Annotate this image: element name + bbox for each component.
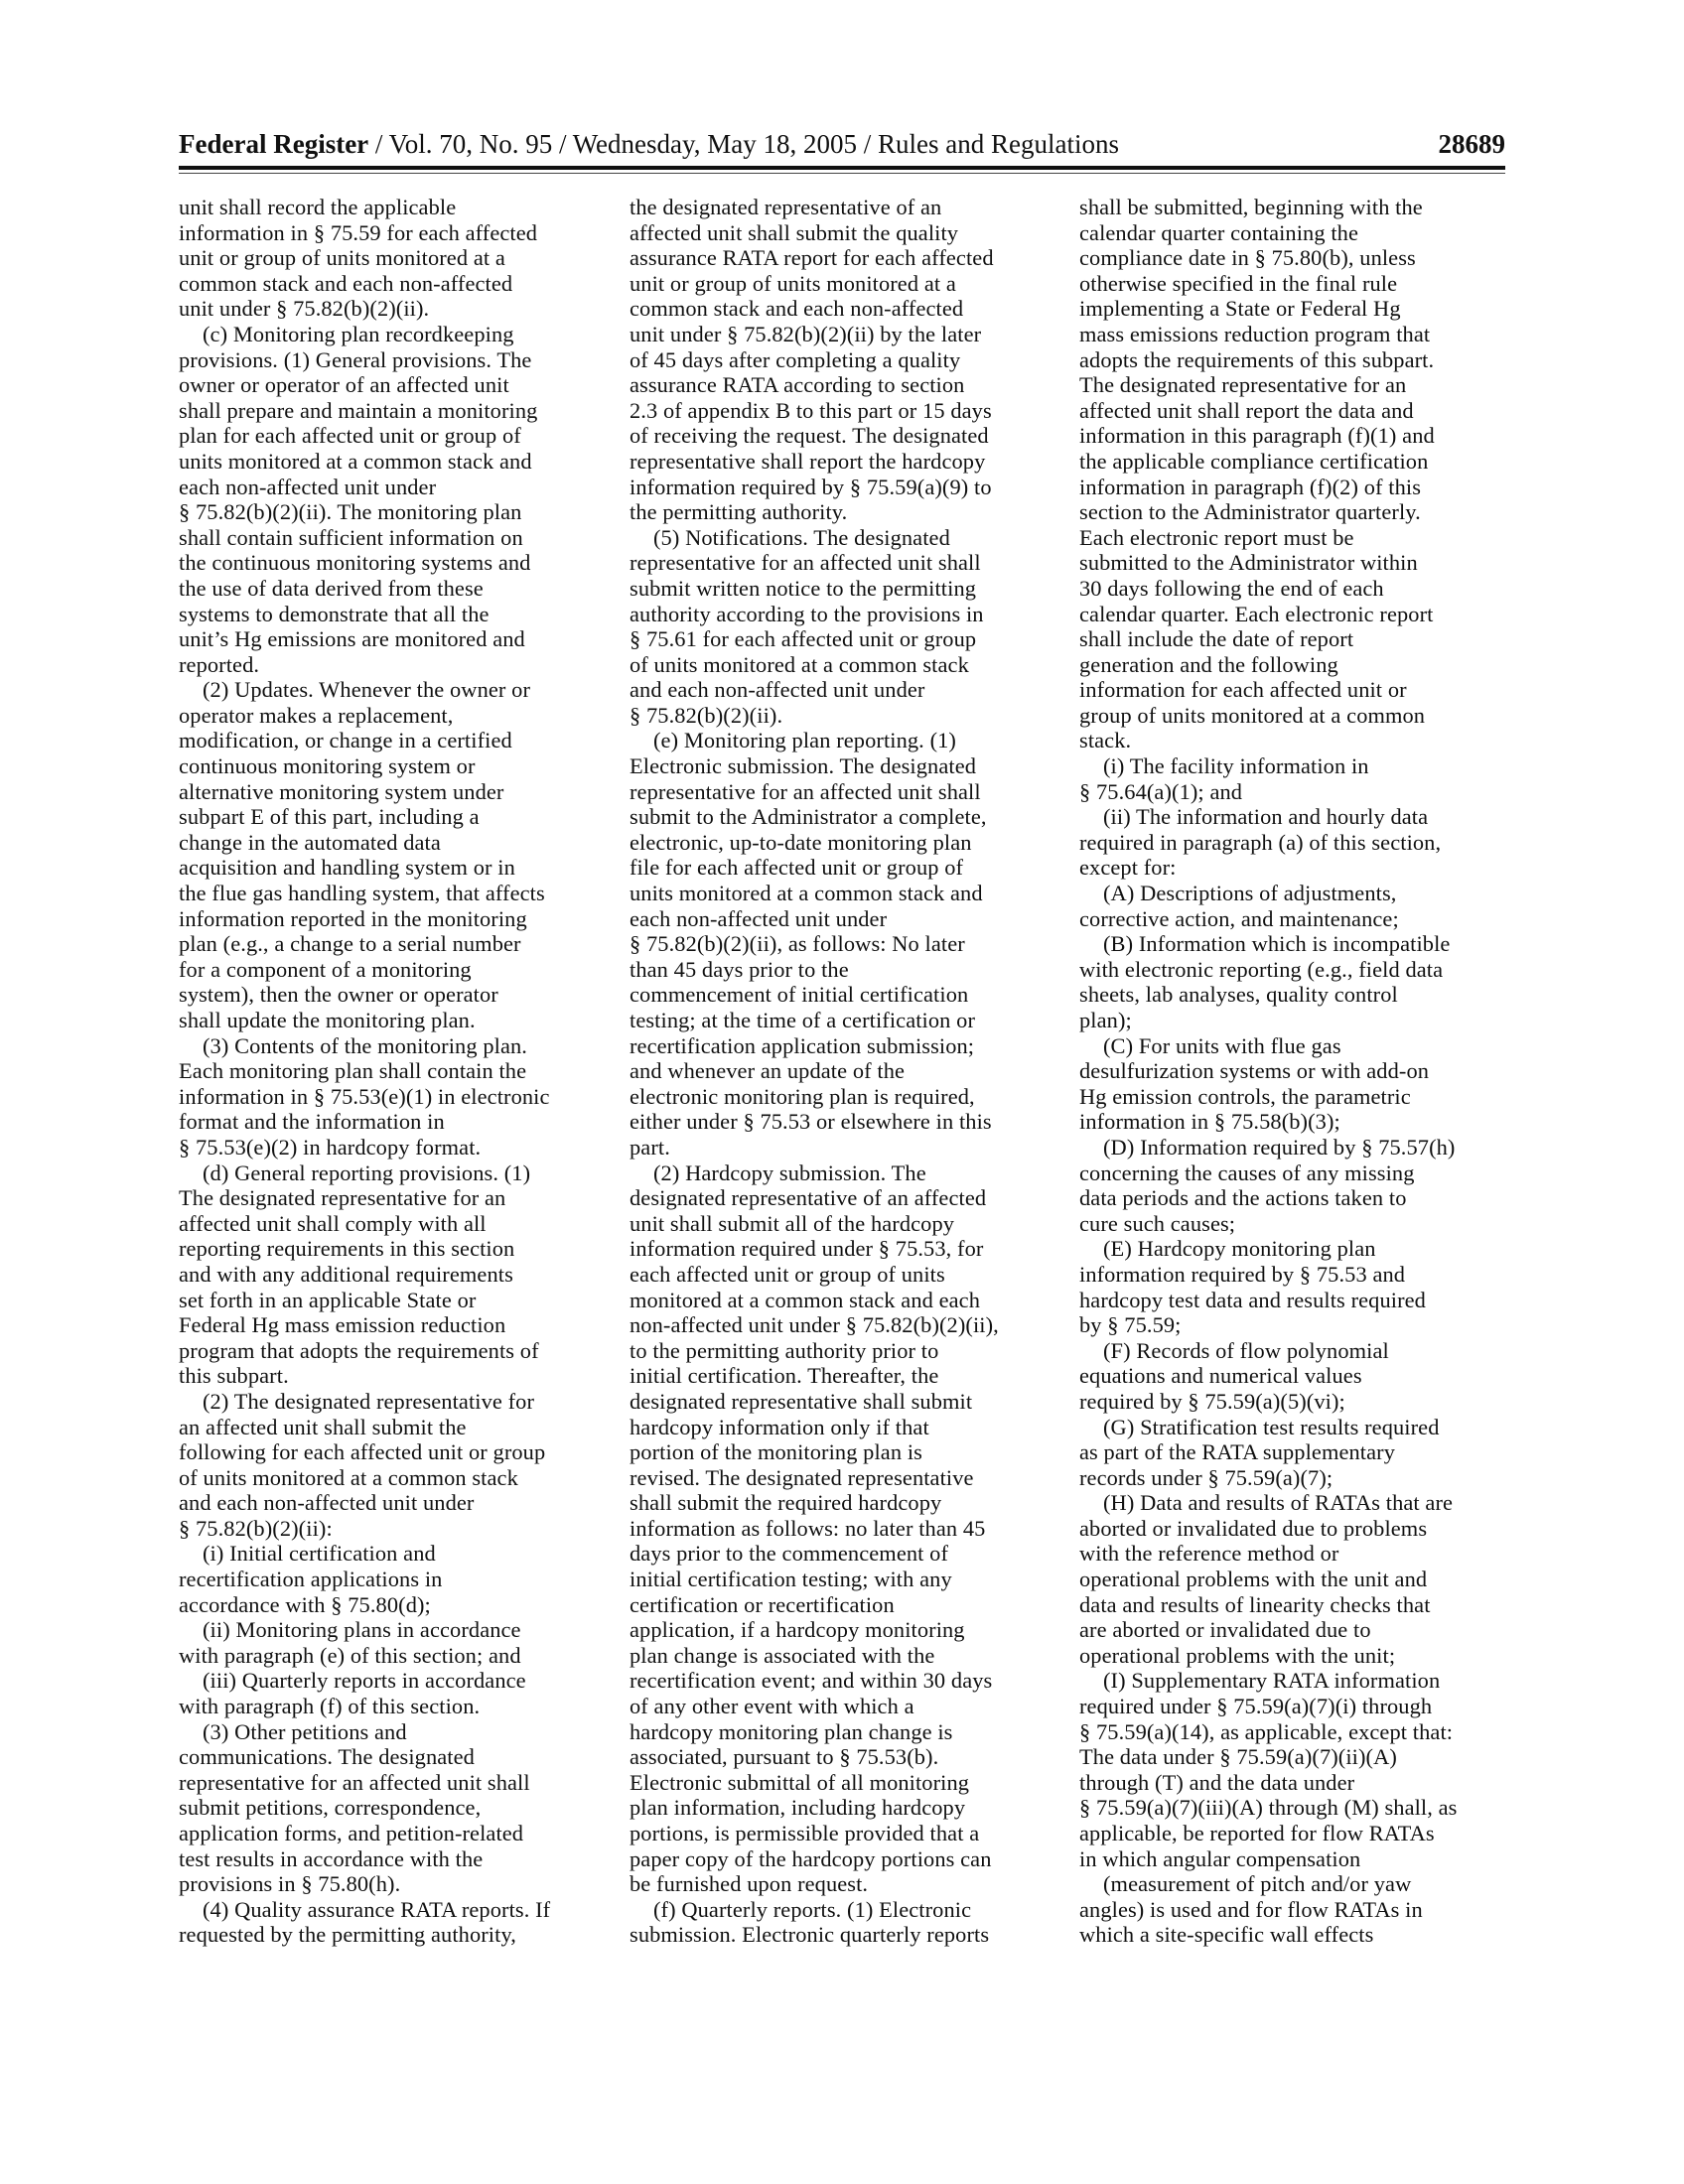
text-column-1 — [179, 195, 611, 1948]
text-line: subpart E of this part, including a — [179, 804, 480, 830]
text-line: (4) Quality assurance RATA reports. If — [203, 1896, 551, 1922]
text-line: (e) Monitoring plan reporting. (1) — [653, 728, 956, 753]
text-line: portion of the monitoring plan is — [630, 1439, 922, 1465]
page-header — [179, 127, 1505, 167]
text-line: (A) Descriptions of adjustments, — [1103, 881, 1397, 906]
text-line: (measurement of pitch and/or yaw — [1103, 1871, 1412, 1897]
text-line: mass emissions reduction program that — [1079, 321, 1431, 346]
text-line: each non-affected unit under — [630, 905, 888, 931]
text-line: initial certification testing; with any — [630, 1567, 952, 1592]
text-line: Each electronic report must be — [1079, 524, 1354, 550]
text-column-3 — [1079, 195, 1511, 1948]
text-line: this subpart. — [179, 1363, 289, 1389]
text-line: testing; at the time of a certification or — [630, 1008, 976, 1032]
text-line: information in § 75.53(e)(1) in electronic — [179, 1083, 550, 1109]
text-line: of receiving the request. The designated — [630, 423, 989, 449]
journal-title: Federal Register — [179, 129, 369, 159]
text-line: (G) Stratification test results required — [1103, 1414, 1440, 1439]
text-line: assurance RATA report for each affected — [630, 245, 994, 271]
text-line: data periods and the actions taken to — [1079, 1185, 1407, 1211]
text-line: owner or operator of an affected unit — [179, 372, 509, 398]
text-line: information required under § 75.53, for — [630, 1236, 984, 1262]
text-line: authority according to the provisions in — [630, 601, 984, 626]
text-line: program that adopts the requirements of — [179, 1337, 539, 1363]
text-line: § 75.61 for each affected unit or group — [630, 626, 977, 652]
text-line: an affected unit shall submit the — [179, 1414, 467, 1439]
text-line: and with any additional requirements — [179, 1261, 513, 1287]
text-line: 2.3 of appendix B to this part or 15 days — [630, 397, 992, 423]
text-line: recertification applications in — [179, 1567, 443, 1592]
text-line: concerning the causes of any missing — [1079, 1160, 1415, 1185]
text-line: submit petitions, correspondence, — [179, 1795, 482, 1821]
text-line: (c) Monitoring plan recordkeeping — [203, 321, 514, 346]
text-line: § 75.82(b)(2)(ii). The monitoring plan — [179, 499, 522, 525]
text-line: communications. The designated — [179, 1744, 475, 1770]
text-line: shall be submitted, beginning with the — [1079, 195, 1423, 219]
text-line: (C) For units with flue gas — [1103, 1032, 1341, 1058]
text-line: with paragraph (e) of this section; and — [179, 1642, 521, 1668]
text-line: required by § 75.59(a)(5)(vi); — [1079, 1388, 1345, 1414]
text-line: to the permitting authority prior to — [630, 1337, 939, 1363]
text-line: affected unit shall report the data and — [1079, 397, 1414, 423]
text-line: shall include the date of report — [1079, 626, 1354, 652]
text-line: unit shall record the applicable — [179, 195, 457, 219]
text-line: operational problems with the unit; — [1079, 1642, 1396, 1668]
text-line: (5) Notifications. The designated — [653, 524, 950, 550]
text-line: file for each affected unit or group of — [630, 855, 964, 881]
text-column-2 — [630, 195, 1061, 1948]
text-line: (ii) Monitoring plans in accordance — [203, 1617, 521, 1643]
text-line: affected unit shall comply with all — [179, 1210, 487, 1236]
text-line: shall submit the required hardcopy — [630, 1490, 942, 1516]
text-line: recertification event; and within 30 days — [630, 1668, 993, 1694]
text-line: (ii) The information and hourly data — [1103, 804, 1429, 830]
text-line: shall contain sufficient information on — [179, 524, 523, 550]
text-line: calendar quarter. Each electronic report — [1079, 601, 1434, 626]
text-line: Electronic submission. The designated — [630, 753, 977, 779]
text-line: common stack and each non-affected — [630, 296, 964, 322]
text-line: (2) Hardcopy submission. The — [653, 1160, 926, 1185]
text-line: with paragraph (f) of this section. — [179, 1694, 481, 1719]
text-line: certification or recertification — [630, 1591, 895, 1617]
text-line: unit shall submit all of the hardcopy — [630, 1210, 955, 1236]
text-line: and each non-affected unit under — [179, 1490, 475, 1516]
text-line: representative shall report the hardcopy — [630, 448, 986, 474]
text-line: provisions in § 75.80(h). — [179, 1871, 401, 1897]
text-line: § 75.64(a)(1); and — [1079, 778, 1243, 804]
text-line: except for: — [1079, 855, 1177, 881]
text-line: information in this paragraph (f)(1) and — [1079, 423, 1435, 449]
text-line: plan change is associated with the — [630, 1642, 935, 1668]
text-line: following for each affected unit or group — [179, 1439, 546, 1465]
text-line: § 75.82(b)(2)(ii): — [179, 1515, 333, 1541]
text-line: information required by § 75.59(a)(9) to — [630, 474, 992, 499]
text-line: reporting requirements in this section — [179, 1236, 515, 1262]
text-line: plan (e.g., a change to a serial number — [179, 931, 521, 957]
text-line: plan information, including hardcopy — [630, 1795, 966, 1821]
text-line: with the reference method or — [1079, 1541, 1339, 1567]
text-line: required in paragraph (a) of this section, — [1079, 829, 1442, 855]
text-line: the continuous monitoring systems and — [179, 550, 531, 576]
text-line: equations and numerical values — [1079, 1363, 1362, 1389]
text-line: set forth in an applicable State or — [179, 1287, 477, 1312]
text-line: Electronic submittal of all monitoring — [630, 1769, 970, 1795]
text-line: (D) Information required by § 75.57(h) — [1103, 1134, 1456, 1160]
text-line: revised. The designated representative — [630, 1464, 974, 1490]
text-line: cure such causes; — [1079, 1210, 1236, 1236]
text-line: operational problems with the unit and — [1079, 1567, 1428, 1592]
text-line: (iii) Quarterly reports in accordance — [203, 1668, 526, 1694]
text-line: (I) Supplementary RATA information — [1103, 1668, 1441, 1694]
header-rule-thin — [179, 173, 1505, 174]
text-line: submitted to the Administrator within — [1079, 550, 1418, 576]
text-line: unit’s Hg emissions are monitored and — [179, 626, 525, 652]
text-line: the applicable compliance certification — [1079, 448, 1429, 474]
text-line: requested by the permitting authority, — [179, 1922, 516, 1948]
text-line: of units monitored at a common stack — [630, 651, 969, 677]
text-line: than 45 days prior to the — [630, 956, 849, 982]
text-line: information reported in the monitoring — [179, 905, 527, 931]
text-line: reported. — [179, 651, 260, 677]
text-line: desulfurization systems or with add-on — [1079, 1058, 1430, 1084]
text-line: information required by § 75.53 and — [1079, 1261, 1406, 1287]
text-line: and whenever an update of the — [630, 1058, 906, 1084]
text-line: plan for each affected unit or group of — [179, 423, 521, 449]
text-line: corrective action, and maintenance; — [1079, 905, 1399, 931]
text-line: the flue gas handling system, that affects — [179, 881, 545, 906]
text-line: shall update the monitoring plan. — [179, 1008, 476, 1032]
text-line: (d) General reporting provisions. (1) — [203, 1160, 531, 1185]
text-line: (i) The facility information in — [1103, 753, 1369, 779]
text-line: (B) Information which is incompatible — [1103, 931, 1451, 957]
text-line: plan); — [1079, 1008, 1132, 1032]
text-line: unit under § 75.82(b)(2)(ii). — [179, 296, 430, 322]
text-line: designated representative of an affected — [630, 1185, 987, 1211]
text-line: the use of data derived from these — [179, 575, 484, 601]
text-line: stack. — [1079, 728, 1132, 753]
text-line: accordance with § 75.80(d); — [179, 1591, 431, 1617]
text-line: group of units monitored at a common — [1079, 702, 1426, 728]
text-line: by § 75.59; — [1079, 1312, 1182, 1338]
text-line: initial certification. Thereafter, the — [630, 1363, 939, 1389]
text-line: Federal Hg mass emission reduction — [179, 1312, 506, 1338]
text-line: be furnished upon request. — [630, 1871, 869, 1897]
text-line: applicable, be reported for flow RATAs — [1079, 1821, 1435, 1845]
text-line: test results in accordance with the — [179, 1845, 484, 1871]
text-line: non-affected unit under § 75.82(b)(2)(ii), — [630, 1312, 999, 1338]
text-line: affected unit shall submit the quality — [630, 219, 959, 245]
header-rule-thick — [179, 166, 1505, 170]
text-line: 30 days following the end of each — [1079, 575, 1384, 601]
text-line: (2) The designated representative for — [203, 1388, 535, 1414]
text-line: unit or group of units monitored at a — [179, 245, 505, 271]
text-line: shall prepare and maintain a monitoring — [179, 397, 538, 423]
text-line: records under § 75.59(a)(7); — [1079, 1464, 1333, 1490]
text-line: (f) Quarterly reports. (1) Electronic — [653, 1896, 972, 1922]
text-line: units monitored at a common stack and — [630, 881, 983, 906]
text-line: angles) is used and for flow RATAs in — [1079, 1896, 1423, 1922]
text-line: (2) Updates. Whenever the owner or — [203, 677, 531, 703]
text-line: submit written notice to the permitting — [630, 575, 977, 601]
text-line: otherwise specified in the final rule — [1079, 270, 1398, 296]
text-line: each affected unit or group of units — [630, 1261, 945, 1287]
text-line: associated, pursuant to § 75.53(b). — [630, 1744, 939, 1770]
text-line: submit to the Administrator a complete, — [630, 804, 987, 830]
text-line: which a site-specific wall effects — [1079, 1922, 1374, 1948]
text-line: designated representative shall submit — [630, 1388, 973, 1414]
text-line: system), then the owner or operator — [179, 982, 498, 1008]
text-line: part. — [630, 1134, 670, 1160]
text-line: section to the Administrator quarterly. — [1079, 499, 1421, 525]
text-line: Hg emission controls, the parametric — [1079, 1083, 1411, 1109]
text-line: operator makes a replacement, — [179, 702, 454, 728]
text-line: (i) Initial certification and — [203, 1541, 436, 1567]
text-line: information as follows: no later than 45 — [630, 1515, 986, 1541]
text-line: either under § 75.53 or elsewhere in this — [630, 1109, 992, 1135]
text-line: with electronic reporting (e.g., field data — [1079, 956, 1444, 982]
text-line: application, if a hardcopy monitoring — [630, 1617, 965, 1643]
text-line: hardcopy information only if that — [630, 1414, 929, 1439]
text-line: § 75.82(b)(2)(ii), as follows: No later — [630, 931, 965, 957]
text-line: the permitting authority. — [630, 499, 848, 525]
text-line: the designated representative of an — [630, 195, 942, 219]
text-line: paper copy of the hardcopy portions can — [630, 1845, 992, 1871]
text-line: as part of the RATA supplementary — [1079, 1439, 1396, 1465]
text-line: systems to demonstrate that all the — [179, 601, 490, 626]
text-line: recertification application submission; — [630, 1032, 975, 1058]
text-line: (3) Contents of the monitoring plan. — [203, 1032, 527, 1058]
text-line: hardcopy monitoring plan change is — [630, 1718, 953, 1744]
text-line: The designated representative for an — [179, 1185, 506, 1211]
issue-info: / Vol. 70, No. 95 / Wednesday, May 18, 2005 / Rules and Regulations — [368, 129, 1119, 159]
text-line: § 75.59(a)(14), as applicable, except that: — [1079, 1718, 1454, 1744]
text-line: information in paragraph (f)(2) of this — [1079, 474, 1422, 499]
running-head — [179, 127, 1119, 161]
text-line: assurance RATA according to section — [630, 372, 965, 398]
text-line: through (T) and the data under — [1079, 1769, 1355, 1795]
text-line: (H) Data and results of RATAs that are — [1103, 1490, 1454, 1516]
text-line: electronic monitoring plan is required, — [630, 1083, 975, 1109]
text-line: § 75.53(e)(2) in hardcopy format. — [179, 1134, 482, 1160]
text-line: common stack and each non-affected — [179, 270, 513, 296]
text-line: § 75.59(a)(7)(iii)(A) through (M) shall, as — [1079, 1795, 1458, 1821]
text-line: compliance date in § 75.80(b), unless — [1079, 245, 1416, 271]
text-line: electronic, up-to-date monitoring plan — [630, 829, 972, 855]
text-line: application forms, and petition-related — [179, 1821, 524, 1845]
text-line: portions, is permissible provided that a — [630, 1821, 980, 1845]
text-line: unit or group of units monitored at a — [630, 270, 956, 296]
text-line: unit under § 75.82(b)(2)(ii) by the later — [630, 321, 982, 346]
text-line: and each non-affected unit under — [630, 677, 925, 703]
text-line: Each monitoring plan shall contain the — [179, 1058, 527, 1084]
text-line: aborted or invalidated due to problems — [1079, 1515, 1428, 1541]
text-line: change in the automated data — [179, 829, 441, 855]
text-line: representative for an affected unit shall — [179, 1769, 530, 1795]
text-line: sheets, lab analyses, quality control — [1079, 982, 1398, 1008]
text-line: hardcopy test data and results required — [1079, 1287, 1426, 1312]
text-line: calendar quarter containing the — [1079, 219, 1358, 245]
text-line: modification, or change in a certified — [179, 728, 512, 753]
text-line: days prior to the commencement of — [630, 1541, 949, 1567]
text-line: The designated representative for an — [1079, 372, 1407, 398]
text-line: each non-affected unit under — [179, 474, 437, 499]
text-line: format and the information in — [179, 1109, 445, 1135]
text-line: data and results of linearity checks that — [1079, 1591, 1431, 1617]
text-line: of 45 days after completing a quality — [630, 346, 961, 372]
text-line: submission. Electronic quarterly reports — [630, 1922, 990, 1948]
text-line: of any other event with which a — [630, 1694, 914, 1719]
text-line: generation and the following — [1079, 651, 1338, 677]
text-line: information in § 75.58(b)(3); — [1079, 1109, 1340, 1135]
text-line: (3) Other petitions and — [203, 1718, 407, 1744]
text-line: information in § 75.59 for each affected — [179, 219, 538, 245]
text-line: (F) Records of flow polynomial — [1103, 1337, 1389, 1363]
text-line: (E) Hardcopy monitoring plan — [1103, 1236, 1376, 1262]
text-line: continuous monitoring system or — [179, 753, 476, 779]
text-line: of units monitored at a common stack — [179, 1464, 518, 1490]
text-line: provisions. (1) General provisions. The — [179, 346, 532, 372]
text-line: § 75.82(b)(2)(ii). — [630, 702, 783, 728]
text-line: are aborted or invalidated due to — [1079, 1617, 1371, 1643]
text-line: in which angular compensation — [1079, 1845, 1361, 1871]
text-line: implementing a State or Federal Hg — [1079, 296, 1401, 322]
text-line: information for each affected unit or — [1079, 677, 1407, 703]
text-line: for a component of a monitoring — [179, 956, 472, 982]
page-number: 28689 — [1438, 129, 1505, 159]
text-line: representative for an affected unit shall — [630, 550, 981, 576]
text-line: acquisition and handling system or in — [179, 855, 515, 881]
text-line: adopts the requirements of this subpart. — [1079, 346, 1435, 372]
text-line: commencement of initial certification — [630, 982, 969, 1008]
text-line: units monitored at a common stack and — [179, 448, 532, 474]
text-line: alternative monitoring system under — [179, 778, 504, 804]
text-line: representative for an affected unit shall — [630, 778, 981, 804]
text-line: monitored at a common stack and each — [630, 1287, 981, 1312]
text-line: The data under § 75.59(a)(7)(ii)(A) — [1079, 1744, 1397, 1770]
text-line: required under § 75.59(a)(7)(i) through — [1079, 1694, 1433, 1719]
